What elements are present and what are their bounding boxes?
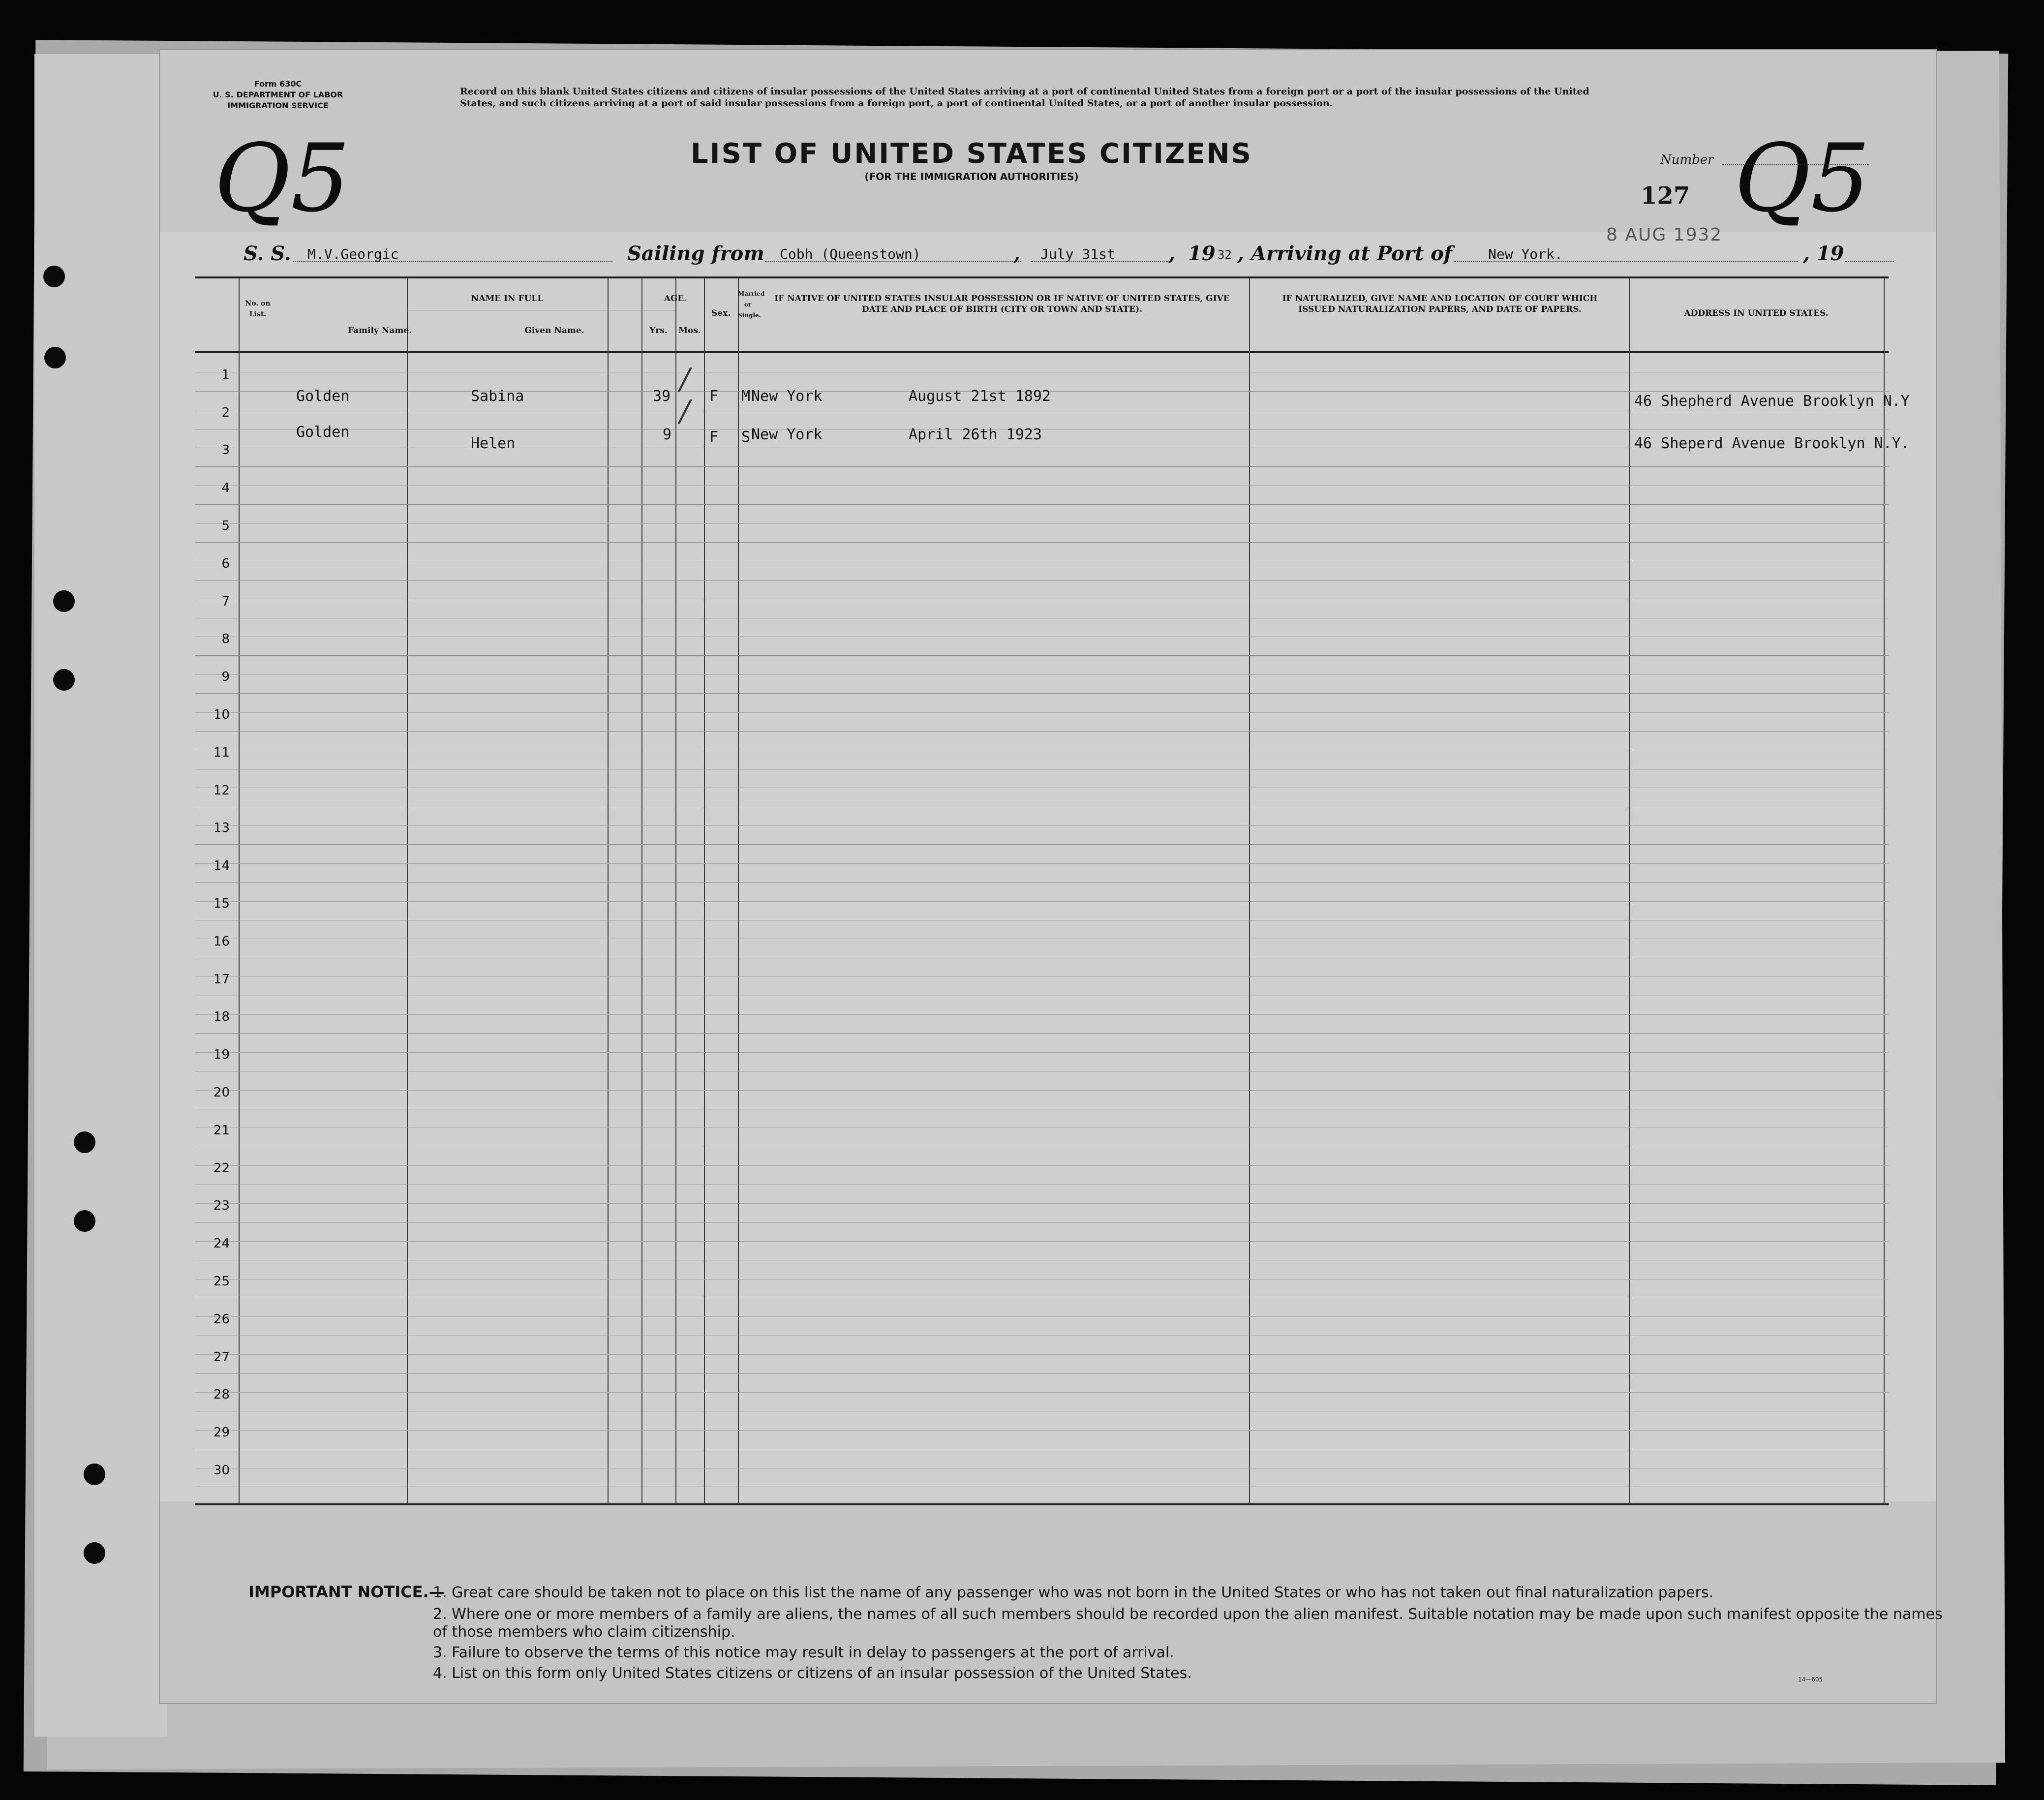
passenger-1-birth-place: New York <box>751 388 823 405</box>
arrival-year-line <box>1845 261 1894 262</box>
notice-item-1: 1. Great care should be taken not to place on this list the name of any passenger who was not born in the United States or who has not taken out final naturalization papers. <box>433 1584 1714 1601</box>
col-divider <box>704 278 705 1503</box>
year-prefix: 19 <box>1188 242 1216 265</box>
row-line <box>195 844 1889 845</box>
row-half-line <box>195 1354 1889 1355</box>
col-header-address: ADDRESS IN UNITED STATES. <box>1684 308 1829 318</box>
row-number: 22 <box>213 1160 230 1176</box>
binding-strip <box>34 54 167 1737</box>
row-line <box>195 542 1889 543</box>
from-port: Cobh (Queenstown) <box>780 246 921 262</box>
row-line <box>195 504 1889 505</box>
number-line <box>1722 164 1869 165</box>
number-label: Number <box>1660 153 1714 167</box>
row-number: 13 <box>213 821 230 836</box>
row-number: 29 <box>213 1425 230 1440</box>
passenger-2-family: Golden <box>296 424 350 441</box>
row-half-line <box>195 1430 1889 1431</box>
row-number: 30 <box>213 1463 230 1478</box>
header-bottom-line <box>195 351 1889 353</box>
row-number: 1 <box>221 367 230 382</box>
col-divider <box>407 278 408 1503</box>
col-header-birth: IF NATIVE OF UNITED STATES INSULAR POSSESSION OR IF NATIVE OF UNITED STATES, GIVE DATE AND PLACE OF BIRTH (CITY OR TOWN AND STATE). <box>774 294 1230 314</box>
row-number: 21 <box>213 1123 230 1138</box>
row-half-line <box>195 523 1889 524</box>
row-number: 24 <box>213 1236 230 1251</box>
list-number: 127 <box>1641 182 1690 210</box>
row-half-line <box>195 712 1889 713</box>
row-line <box>195 655 1889 656</box>
ss-label: S. S. <box>244 242 291 265</box>
sailing-line <box>160 237 1936 272</box>
row-half-line <box>195 1052 1889 1053</box>
passenger-1-yrs: 39 <box>653 388 671 405</box>
row-number: 6 <box>221 556 230 571</box>
row-number: 20 <box>213 1085 230 1100</box>
col-divider <box>1884 278 1885 1503</box>
col-divider <box>675 278 676 1503</box>
col-divider <box>738 278 739 1503</box>
punch-hole <box>44 347 66 368</box>
department-name: U. S. DEPARTMENT OF LABOR <box>213 90 343 99</box>
row-number: 4 <box>221 481 230 496</box>
row-number: 5 <box>221 519 230 533</box>
row-half-line <box>195 1279 1889 1280</box>
passenger-2-birth-place: New York <box>751 426 823 443</box>
manifest-table <box>195 276 1910 1505</box>
passenger-2-yrs: 9 <box>663 426 672 443</box>
row-number: 14 <box>213 858 230 874</box>
row-number: 16 <box>213 934 230 949</box>
year-suffix: 32 <box>1218 248 1232 262</box>
col-divider <box>608 278 609 1503</box>
punch-hole <box>74 1131 95 1153</box>
ship-name: M.V.Georgic <box>307 246 399 262</box>
row-line <box>195 466 1889 467</box>
row-half-line <box>195 863 1889 864</box>
page-subtitle: (FOR THE IMMIGRATION AUTHORITIES) <box>864 171 1079 183</box>
row-line <box>195 1033 1889 1034</box>
row-number: 28 <box>213 1387 230 1403</box>
row-half-line <box>195 1203 1889 1204</box>
from-label: Sailing from <box>627 242 764 265</box>
row-number: 8 <box>221 632 230 647</box>
row-half-line <box>195 1014 1889 1015</box>
row-half-line <box>195 1316 1889 1317</box>
row-number: 18 <box>213 1009 230 1025</box>
passenger-2-given: Helen <box>471 435 516 452</box>
row-number: 11 <box>213 745 230 760</box>
row-number: 19 <box>213 1047 230 1063</box>
notice-title: IMPORTANT NOTICE.— <box>248 1583 445 1601</box>
passenger-1-address: 46 Shepherd Avenue Brooklyn N.Y <box>1634 393 1910 410</box>
col-header-given-name: Given Name. <box>524 326 584 336</box>
col-header-sex: Sex. <box>711 308 731 318</box>
row-number: 25 <box>213 1274 230 1289</box>
arrival-port: New York. <box>1488 246 1563 262</box>
col-divider <box>1249 278 1250 1503</box>
passenger-1-married: M <box>741 388 751 405</box>
notice-item-4: 4. List on this form only United States citizens or citizens of an insular possession of the United States. <box>433 1665 1192 1682</box>
row-line <box>195 731 1889 732</box>
row-half-line <box>195 1090 1889 1091</box>
col-header-name-in-full: NAME IN FULL <box>471 294 544 304</box>
row-number: 2 <box>221 405 230 420</box>
col-header-yrs: Yrs. <box>649 326 668 336</box>
col-header-age: AGE. <box>664 294 687 304</box>
arriving-label: , Arriving at Port of <box>1237 242 1453 265</box>
row-number: 9 <box>221 670 230 685</box>
passenger-2-sex: F <box>709 428 719 446</box>
punch-hole <box>84 1464 105 1485</box>
record-instructions: Record on this blank United States citizens and citizens of insular possessions of the United States arriving at a port of continental United States from a foreign port or a port of the insular possessions of the United States, and such citizens arriving at a port of said insular possessions from a foreign port, a port of continental United States, or a port of another insular possession. <box>460 86 1589 109</box>
row-half-line <box>195 1165 1889 1166</box>
check-mark: / <box>680 394 690 428</box>
col-header-married-or-single: Married or Single. <box>738 290 765 319</box>
col-header-naturalized: IF NATURALIZED, GIVE NAME AND LOCATION OF COURT WHICH ISSUED NATURALIZATION PAPERS, AND DATE OF PAPERS. <box>1282 294 1598 314</box>
col-header-mos: Mos. <box>678 326 701 336</box>
page-title: LIST OF UNITED STATES CITIZENS <box>691 138 1252 170</box>
passenger-1-sex: F <box>709 388 719 405</box>
arrival-year-prefix: , 19 <box>1803 242 1844 265</box>
row-number: 3 <box>221 443 230 458</box>
col-divider <box>641 278 642 1503</box>
row-line <box>195 693 1889 694</box>
row-half-line <box>195 674 1889 675</box>
row-number: 7 <box>221 594 230 609</box>
punch-hole <box>53 590 75 612</box>
notice-item-3: 3. Failure to observe the terms of this notice may result in delay to passengers at the port of arrival. <box>433 1644 1174 1661</box>
passenger-1-given: Sabina <box>471 388 524 405</box>
separator: , <box>1168 242 1175 265</box>
passenger-1-birth-date: August 21st 1892 <box>909 388 1051 405</box>
sailing-date: July 31st <box>1040 246 1115 262</box>
row-half-line <box>195 1392 1889 1393</box>
date-stamp: 8 AUG 1932 <box>1606 225 1723 245</box>
row-number: 12 <box>213 783 230 798</box>
punch-hole <box>43 266 65 287</box>
check-mark: / <box>680 362 690 397</box>
col-header-no-on-list: No. on List. <box>245 300 271 318</box>
manifest-document <box>160 50 1943 1703</box>
form-number: Form 630C <box>254 79 302 89</box>
handwritten-mark-left: Q5 <box>214 124 350 233</box>
passenger-2-address: 46 Sheperd Avenue Brooklyn N.Y. <box>1634 435 1910 452</box>
punch-hole <box>53 669 75 691</box>
col-divider <box>239 278 240 1503</box>
handwritten-mark-right: Q5 <box>1734 124 1870 233</box>
row-number: 10 <box>213 707 230 722</box>
notice-item-2: 2. Where one or more members of a family are aliens, the names of all such members should be recorded upon the alien manifest. Suitable notation may be made upon such manifest opposite the names of those members who claim citizenship. <box>433 1606 1943 1641</box>
row-half-line <box>195 901 1889 902</box>
form-block <box>180 79 376 111</box>
service-name: IMMIGRATION SERVICE <box>227 101 329 110</box>
passenger-2-married: S <box>741 428 751 446</box>
passenger-2-birth-date: April 26th 1923 <box>909 426 1042 443</box>
row-number: 26 <box>213 1312 230 1327</box>
separator: , <box>1013 242 1020 265</box>
row-number: 15 <box>213 896 230 911</box>
row-number: 27 <box>213 1349 230 1365</box>
row-half-line <box>195 825 1889 826</box>
punch-hole <box>74 1210 95 1232</box>
passenger-1-family: Golden <box>296 388 350 405</box>
row-line <box>195 1373 1889 1374</box>
row-number: 23 <box>213 1198 230 1214</box>
row-half-line <box>195 976 1889 977</box>
row-half-line <box>195 1241 1889 1242</box>
col-header-family-name: Family Name. <box>347 326 412 336</box>
col-divider <box>1629 278 1630 1503</box>
punch-hole <box>84 1542 105 1564</box>
form-code: 14—605 <box>1798 1676 1823 1683</box>
row-line <box>195 882 1889 883</box>
row-number: 17 <box>213 972 230 987</box>
